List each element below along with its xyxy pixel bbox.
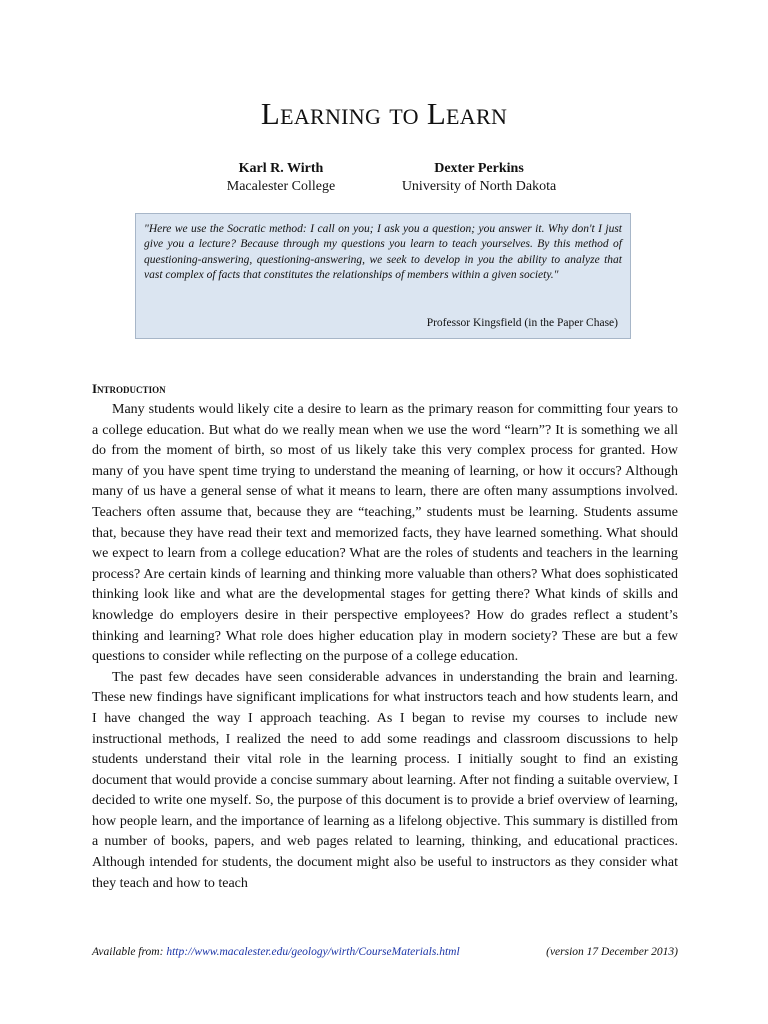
section-heading: Introduction bbox=[92, 381, 166, 396]
footer-version: (version 17 December 2013) bbox=[546, 946, 678, 958]
author-name: Dexter Perkins bbox=[434, 161, 524, 176]
footer-availability bbox=[92, 946, 460, 958]
epigraph-box bbox=[135, 213, 631, 339]
author-block-1 bbox=[186, 160, 376, 196]
author-affiliation: University of North Dakota bbox=[401, 179, 557, 194]
paper-title: Learning to Learn bbox=[260, 96, 508, 131]
footer-available-label: Available from: bbox=[92, 946, 164, 958]
paragraph-1: Many students would likely cite a desire to learn as the primary reason for committing four years to a college education. But what do we really mean when we use the word “learn”? It is something we all do from the moment of birth, so most of us likely take this very complex process for granted. How many of you have spent time trying to understand the meaning of learning, or how it occurs? Although many of us have a general sense of what it means to learn, there are often many assumptions involved. Teachers often assume that, because they are “teaching,” students must be learning. Students assume that, because they have read their text and memorized facts, they have learned something. What should we expect to learn from a college education? What are the roles of students and teachers in the learning process? Are certain kinds of learning and thinking more valuable than others? What does sophisticated thinking look like and what are the developmental stages for getting there? What kinds of skills and knowledge do employers desire in their perspective employees? How do grades reflect a student’s thinking and learning? What role does higher education play in modern society? These are but a few questions to consider while reflecting on the purpose of a college education. bbox=[92, 402, 678, 665]
footer-url-link[interactable]: http://www.macalester.edu/geology/wirth/CourseMaterials.html bbox=[166, 946, 460, 958]
paragraph-2: The past few decades have seen considerable advances in understanding the brain and learning. These new findings have significant implications for what instructors teach and how students learn, and I have changed the way I approach teaching. As I began to revise my courses to include new instructional methods, I realized the need to add some readings and classroom discussions to help students understand their vital role in the learning process. I initially sought to find an existing document that would provide a concise summary about learning. After not finding a suitable overview, I decided to write one myself. So, the purpose of this document is to provide a brief overview of learning, how people learn, and the importance of learning as a lifelong objective. This summary is distilled from a number of books, papers, and web pages related to learning, thinking, and educational practices. Although intended for students, the document might also be useful to instructors as they consider what they teach and how to teach bbox=[92, 669, 678, 891]
epigraph-attribution: Professor Kingsfield (in the Paper Chase) bbox=[426, 317, 618, 329]
author-name: Karl R. Wirth bbox=[238, 161, 324, 176]
body-text bbox=[92, 400, 678, 894]
page-footer bbox=[92, 946, 678, 958]
author-affiliation: Macalester College bbox=[226, 179, 336, 194]
author-block-2 bbox=[384, 160, 574, 196]
epigraph-quote: "Here we use the Socratic method: I call on you; I ask you a question; you answer it. Why don't I just give you a lecture? Because through my questions you learn to teach yourselves. By this method of questioning-answering, questioning-answering, we seek to develop in you the ability to analyze that vast complex of facts that constitutes the relationships of members within a given society." bbox=[144, 223, 622, 281]
